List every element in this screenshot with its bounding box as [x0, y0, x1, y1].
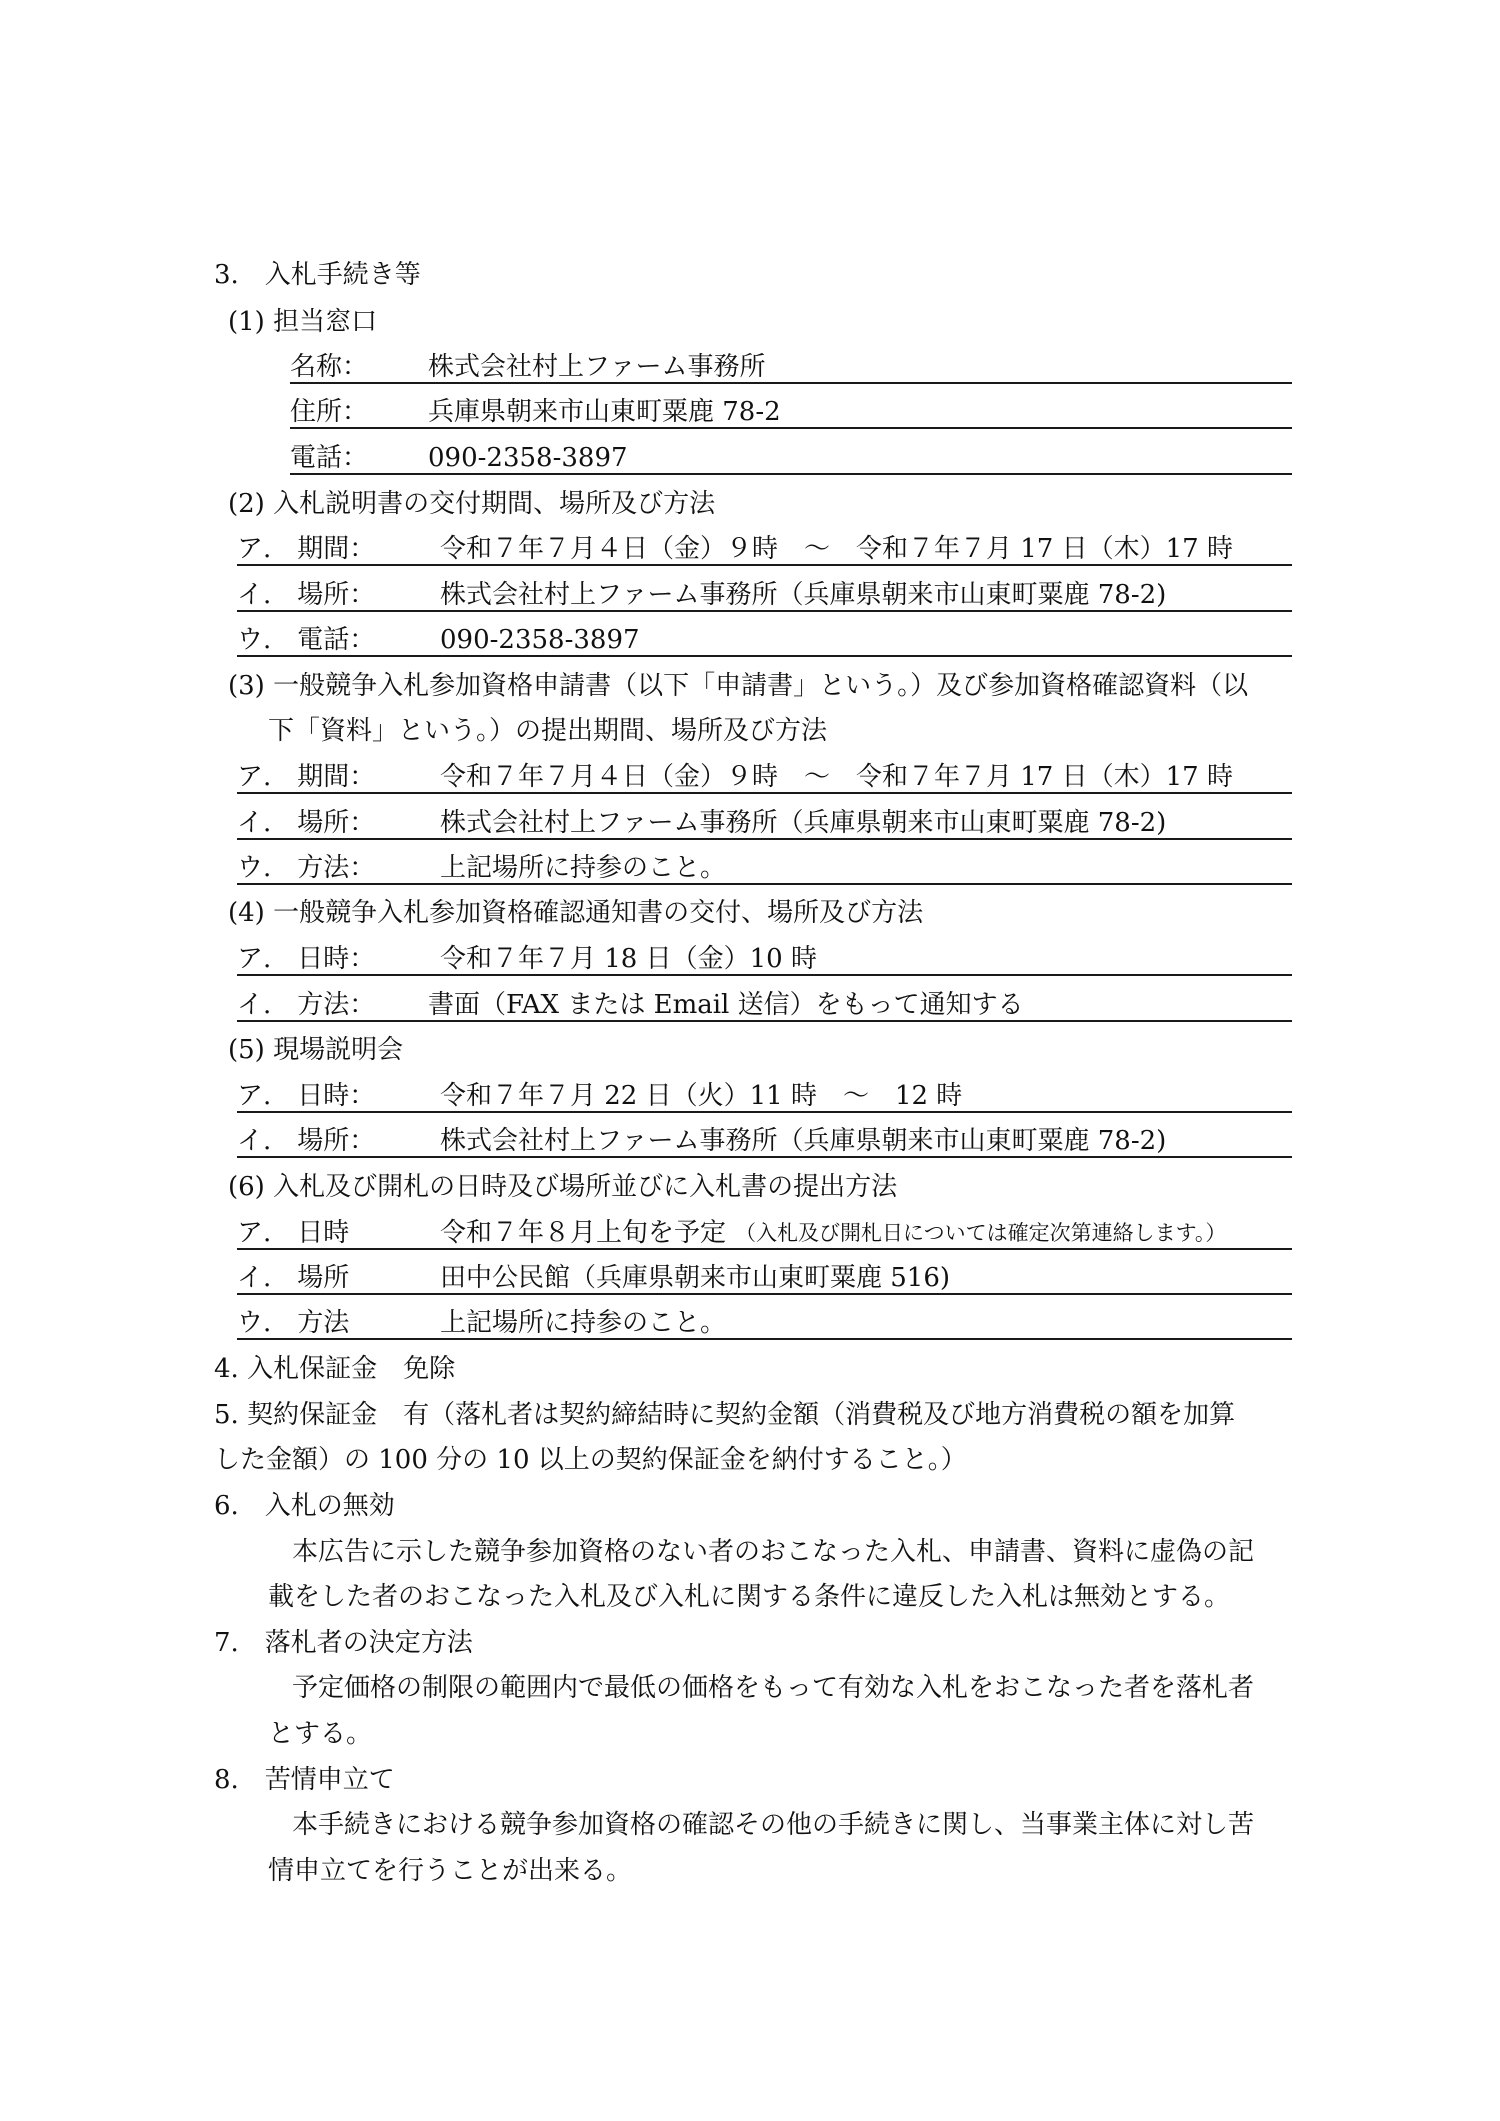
section-6-line1: 本広告に示した競争参加資格のない者のおこなった入札、申請書、資料に虚偽の記 [292, 1537, 1255, 1567]
underline [237, 564, 1292, 566]
item-label: ウ. 方法： [237, 853, 376, 883]
item-label: ア. 日時 [237, 1218, 350, 1248]
underline [237, 610, 1292, 612]
underline [237, 1111, 1292, 1113]
underline [237, 883, 1292, 885]
subsection-5-heading: (5) 現場説明会 [228, 1035, 404, 1065]
item-value: 書面（FAX または Email 送信）をもって通知する [428, 990, 1024, 1020]
item-value: 令和７年７月４日（金）９時 ～ 令和７年７月 17 日（木）17 時 [440, 762, 1233, 792]
item-label: ウ. 方法 [237, 1308, 350, 1338]
section-7-line2: とする。 [268, 1719, 373, 1749]
underline [237, 655, 1292, 657]
item-label: イ. 方法： [237, 990, 376, 1020]
section-7-line1: 予定価格の制限の範囲内で最低の価格をもって有効な入札をおこなった者を落札者 [292, 1673, 1255, 1703]
underline [290, 473, 1292, 475]
item-value: 田中公民館（兵庫県朝来市山東町粟鹿 516) [440, 1263, 951, 1293]
item-label: イ. 場所 [237, 1263, 350, 1293]
section-8-line1: 本手続きにおける競争参加資格の確認その他の手続きに関し、当事業主体に対し苦 [292, 1810, 1255, 1840]
item-label: ア. 日時： [237, 1081, 376, 1111]
underline [237, 1020, 1292, 1022]
section-8-heading: 8. 苦情申立て [214, 1765, 395, 1795]
contact-address-label: 住所： [290, 397, 369, 427]
item-label: ウ. 電話： [237, 625, 376, 655]
underline [237, 1156, 1292, 1158]
item-value: 令和７年７月 18 日（金）10 時 [440, 944, 817, 974]
item-value: 令和７年８月上旬を予定 [440, 1218, 727, 1248]
contact-address-value: 兵庫県朝来市山東町粟鹿 78-2 [428, 397, 781, 427]
subsection-1-heading: (1) 担当窓口 [228, 307, 378, 337]
item-value: 上記場所に持参のこと。 [440, 853, 727, 883]
section-3-heading: 3. 入札手続き等 [214, 260, 421, 290]
section-6-line2: 載をした者のおこなった入札及び入札に関する条件に違反した入札は無効とする。 [268, 1582, 1231, 1612]
section-7-heading: 7. 落札者の決定方法 [214, 1628, 473, 1658]
item-note: （入札及び開札日については確定次第連絡します。） [735, 1221, 1227, 1245]
underline [237, 838, 1292, 840]
item-value: 令和７年７月４日（金）９時 ～ 令和７年７月 17 日（木）17 時 [440, 534, 1233, 564]
section-8-line2: 情申立てを行うことが出来る。 [268, 1856, 633, 1886]
section-5-line1: 5. 契約保証金 有（落札者は契約締結時に契約金額（消費税及び地方消費税の額を加算 [214, 1400, 1236, 1430]
section-5-line2: した金額）の 100 分の 10 以上の契約保証金を納付すること。） [214, 1445, 967, 1475]
underline [290, 427, 1292, 429]
subsection-6-heading: (6) 入札及び開札の日時及び場所並びに入札書の提出方法 [228, 1172, 898, 1202]
subsection-3-heading-line1: (3) 一般競争入札参加資格申請書（以下「申請書」という。）及び参加資格確認資料（以 [228, 671, 1249, 701]
item-label: イ. 場所： [237, 580, 376, 610]
item-label: イ. 場所： [237, 1126, 376, 1156]
contact-name-value: 株式会社村上ファーム事務所 [428, 352, 766, 382]
item-value: 株式会社村上ファーム事務所（兵庫県朝来市山東町粟鹿 78-2) [440, 580, 1167, 610]
item-value: 上記場所に持参のこと。 [440, 1308, 727, 1338]
contact-phone-label: 電話： [290, 443, 369, 473]
section-4-text: 4. 入札保証金 免除 [214, 1354, 456, 1384]
item-label: ア. 日時： [237, 944, 376, 974]
item-value: 株式会社村上ファーム事務所（兵庫県朝来市山東町粟鹿 78-2) [440, 808, 1167, 838]
underline [237, 1248, 1292, 1250]
contact-name-label: 名称： [290, 352, 369, 382]
underline [237, 1293, 1292, 1295]
underline [237, 974, 1292, 976]
item-value: 株式会社村上ファーム事務所（兵庫県朝来市山東町粟鹿 78-2) [440, 1126, 1167, 1156]
underline [290, 382, 1292, 384]
underline [237, 792, 1292, 794]
item-label: ア. 期間： [237, 762, 376, 792]
subsection-4-heading: (4) 一般競争入札参加資格確認通知書の交付、場所及び方法 [228, 898, 924, 928]
subsection-3-heading-line2: 下「資料」という。）の提出期間、場所及び方法 [268, 716, 828, 746]
item-value: 令和７年７月 22 日（火）11 時 ～ 12 時 [440, 1081, 963, 1111]
item-value: 090-2358-3897 [440, 625, 640, 655]
subsection-2-heading: (2) 入札説明書の交付期間、場所及び方法 [228, 489, 716, 519]
section-6-heading: 6. 入札の無効 [214, 1491, 395, 1521]
contact-phone-value: 090-2358-3897 [428, 443, 628, 473]
item-label: ア. 期間： [237, 534, 376, 564]
item-label: イ. 場所： [237, 808, 376, 838]
underline [237, 1338, 1292, 1340]
